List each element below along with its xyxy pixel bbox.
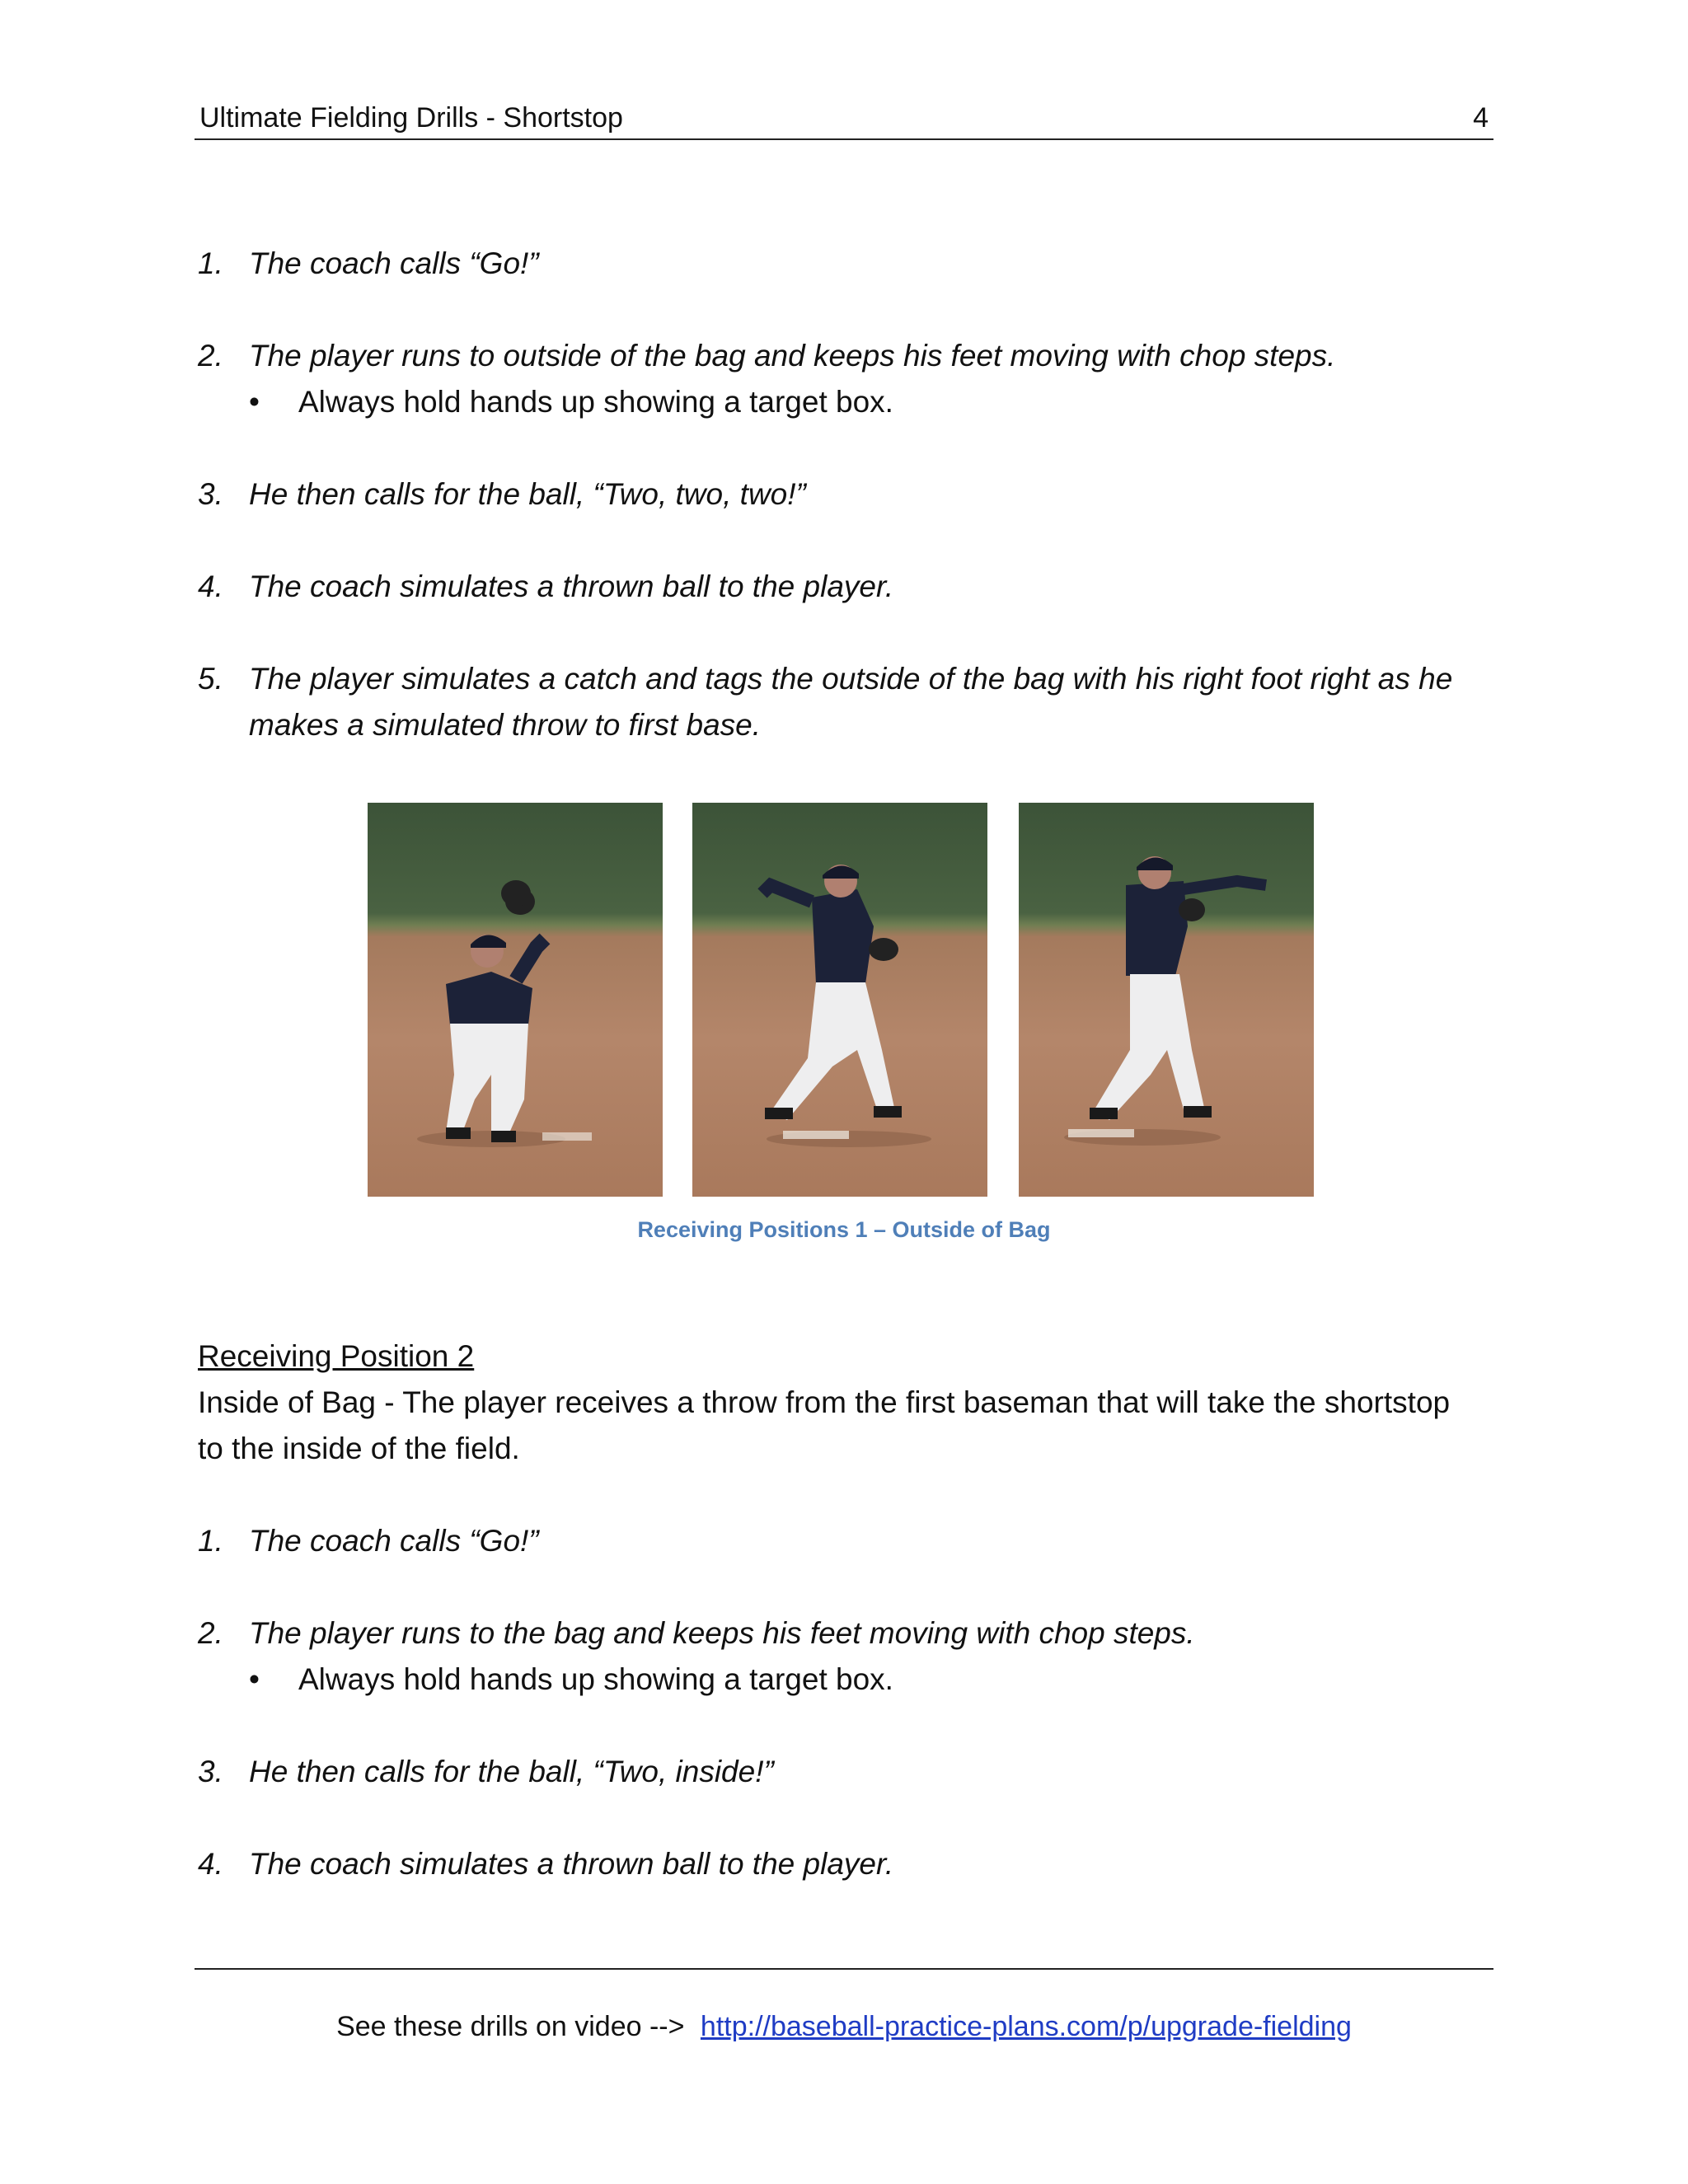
player-figure-image [1019, 803, 1314, 1197]
photo-receiving-3 [1019, 803, 1314, 1197]
figure-caption: Receiving Positions 1 – Outside of Bag [637, 1217, 1051, 1242]
sub-bullet [249, 379, 1492, 425]
list-text: The coach calls “Go!” [249, 246, 539, 280]
list-number: 5. [198, 662, 223, 696]
steps-list-inside [198, 1518, 1492, 1887]
player-figure-image [692, 803, 987, 1197]
list-item [198, 333, 1492, 379]
list-text: He then calls for the ball, “Two, two, two!” [249, 477, 806, 511]
list-number: 2. [198, 1616, 223, 1650]
list-text: The coach calls “Go!” [249, 1524, 539, 1558]
header-title: Ultimate Fielding Drills - Shortstop [199, 102, 623, 134]
list-number: 4. [198, 569, 223, 603]
list-number: 3. [198, 477, 223, 511]
player-figure-image [368, 803, 663, 1197]
bullet-text: Always hold hands up showing a target box. [298, 1662, 893, 1696]
steps-list-outside [198, 241, 1492, 748]
list-number: 3. [198, 1755, 223, 1788]
bullet-text: Always hold hands up showing a target box. [298, 385, 893, 419]
list-item [198, 241, 1492, 287]
section-heading: Receiving Position 2 [198, 1339, 475, 1373]
list-number: 1. [198, 1524, 223, 1558]
list-item [198, 564, 1492, 610]
list-item [198, 1749, 1492, 1795]
list-text: He then calls for the ball, “Two, inside!” [249, 1755, 774, 1788]
footer-divider [195, 1968, 1493, 1970]
list-item [198, 1610, 1492, 1657]
bullet-dot-icon: • [249, 1662, 260, 1696]
photo-strip [0, 803, 1688, 1198]
list-text: The player runs to outside of the bag and keeps his feet moving with chop steps. [249, 339, 1336, 373]
page-number: 4 [1473, 102, 1489, 134]
list-item [198, 471, 1492, 518]
video-link[interactable]: http://baseball-practice-plans.com/p/upgrade-fielding [700, 2011, 1352, 2042]
photo-receiving-2 [692, 803, 987, 1197]
page-header [195, 97, 1493, 140]
bullet-dot-icon: • [249, 385, 260, 419]
photo-receiving-1 [368, 803, 663, 1197]
page-footer [0, 2006, 1688, 2047]
list-text: The player runs to the bag and keeps his feet moving with chop steps. [249, 1616, 1195, 1650]
list-text: The player simulates a catch and tags the outside of the bag with his right foot right as he makes a simulated throw to first base. [249, 662, 1453, 742]
list-number: 4. [198, 1847, 223, 1881]
list-number: 2. [198, 339, 223, 373]
list-text: The coach simulates a thrown ball to the player. [249, 569, 894, 603]
list-number: 1. [198, 246, 223, 280]
sub-bullet [249, 1657, 1492, 1703]
list-text: The coach simulates a thrown ball to the player. [249, 1847, 894, 1881]
list-item [198, 1841, 1492, 1887]
list-item [198, 1518, 1492, 1564]
list-item [198, 656, 1492, 748]
section-description: Inside of Bag - The player receives a throw from the first baseman that will take the shortstop to the inside of the field. [198, 1385, 1451, 1465]
footer-text: See these drills on video --> [336, 2011, 685, 2042]
